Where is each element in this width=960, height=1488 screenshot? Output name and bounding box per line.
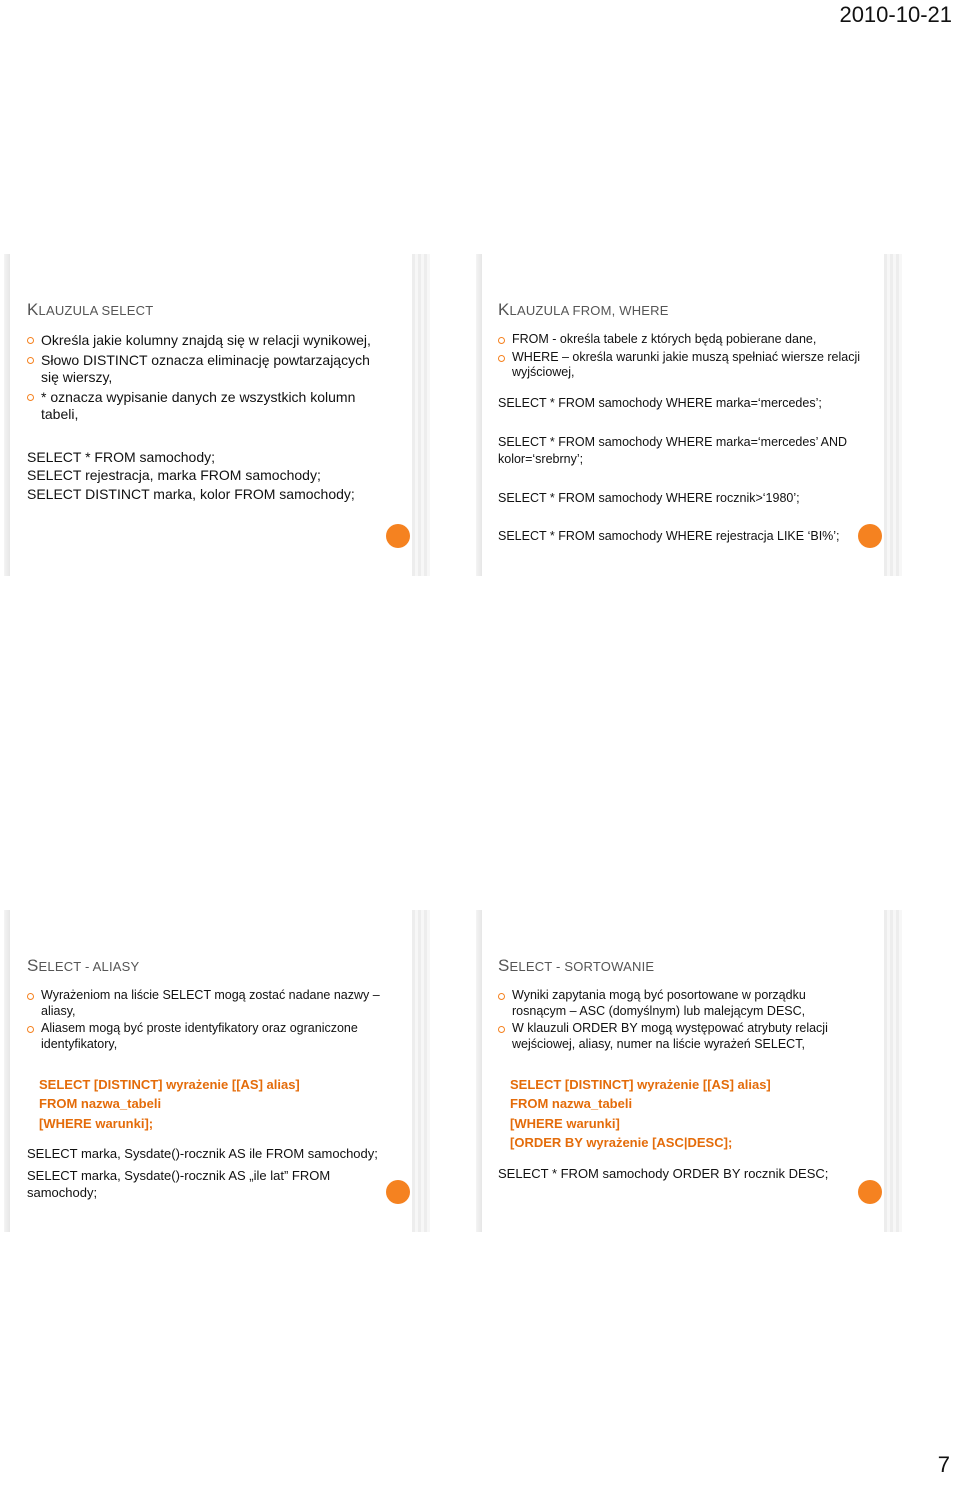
slide-side-stripes <box>412 910 430 1232</box>
sql-line: SELECT * FROM samochody WHERE marka=‘mercedes’ AND kolor=‘srebrny’; <box>498 434 848 466</box>
syntax-line: [WHERE warunki] <box>510 1115 620 1131</box>
print-date: 2010-10-21 <box>839 2 952 27</box>
list-item: * oznacza wypisanie danych ze wszystkich kolumn tabeli, <box>27 389 390 424</box>
sql-line: SELECT * FROM samochody; <box>27 448 216 465</box>
bullet-list <box>27 988 390 1053</box>
bullet-list <box>27 332 390 424</box>
sql-examples <box>27 448 390 505</box>
syntax-line: FROM nazwa_tabeli <box>39 1096 162 1111</box>
syntax-line: [ORDER BY wyrażenie [ASC|DESC]; <box>510 1135 733 1150</box>
orange-circle-icon <box>386 524 410 548</box>
slide-side-stripes <box>412 254 430 576</box>
bullet-list <box>498 988 862 1053</box>
slide-select-sortowanie <box>476 910 902 1232</box>
bullet-list <box>498 332 862 381</box>
syntax-block <box>27 1075 390 1134</box>
syntax-line: SELECT [DISTINCT] wyrażenie [[AS] alias] <box>39 1076 300 1092</box>
slide-title: SELECT - ALIASY <box>27 956 140 975</box>
slide-side-stripes <box>884 910 902 1232</box>
list-item: Słowo DISTINCT oznacza eliminację powtarzających się wierszy, <box>27 352 390 387</box>
sql-line: SELECT rejestracja, marka FROM samochody; <box>27 467 321 484</box>
sql-examples <box>27 1145 390 1202</box>
list-item: Wyrażeniom na liście SELECT mogą zostać nadane nazwy – aliasy, <box>27 988 390 1019</box>
slide-title: SELECT - SORTOWANIE <box>498 956 655 975</box>
orange-circle-icon <box>858 1180 882 1204</box>
syntax-line: FROM nazwa_tabeli <box>510 1096 633 1111</box>
sql-examples <box>498 1165 862 1183</box>
syntax-line: SELECT [DISTINCT] wyrażenie [[AS] alias] <box>510 1076 771 1092</box>
list-item: W klauzuli ORDER BY mogą występować atrybuty relacji wejściowej, aliasy, numer na liście wyrażeń SELECT, <box>498 1021 862 1052</box>
slide-klauzula-select <box>4 254 430 576</box>
sql-line: SELECT * FROM samochody ORDER BY rocznik DESC; <box>498 1165 829 1181</box>
slide-klauzula-from-where <box>476 254 902 576</box>
list-item: Aliasem mogą być proste identyfikatory oraz ograniczone identyfikatory, <box>27 1021 390 1052</box>
slide-select-aliasy <box>4 910 430 1232</box>
sql-line: SELECT * FROM samochody WHERE marka=‘mercedes’; <box>498 395 822 410</box>
sql-line: SELECT * FROM samochody WHERE rocznik>‘1980’; <box>498 490 800 505</box>
sql-line: SELECT marka, Sysdate()-rocznik AS „ile lat” FROM samochody; <box>27 1167 331 1201</box>
syntax-block <box>498 1075 862 1153</box>
sql-line: SELECT DISTINCT marka, kolor FROM samochody; <box>27 486 355 503</box>
list-item: WHERE – określa warunki jakie muszą spełniać wiersze relacji wyjściowej, <box>498 350 862 381</box>
page-number: 7 <box>937 1452 950 1477</box>
sql-line: SELECT marka, Sysdate()-rocznik AS ile FROM samochody; <box>27 1146 378 1161</box>
slide-title: KLAUZULA FROM, WHERE <box>498 300 669 319</box>
slide-title: KLAUZULA SELECT <box>27 300 154 319</box>
sql-examples <box>498 395 862 545</box>
sql-line: SELECT * FROM samochody WHERE rejestracja LIKE ‘BI%’; <box>498 529 840 544</box>
list-item: FROM - określa tabele z których będą pobierane dane, <box>498 332 862 348</box>
slide-side-stripes <box>884 254 902 576</box>
list-item: Określa jakie kolumny znajdą się w relacji wynikowej, <box>27 332 390 350</box>
syntax-line: [WHERE warunki]; <box>39 1115 154 1131</box>
list-item: Wyniki zapytania mogą być posortowane w porządku rosnącym – ASC (domyślnym) lub malejącym DESC, <box>498 988 862 1019</box>
